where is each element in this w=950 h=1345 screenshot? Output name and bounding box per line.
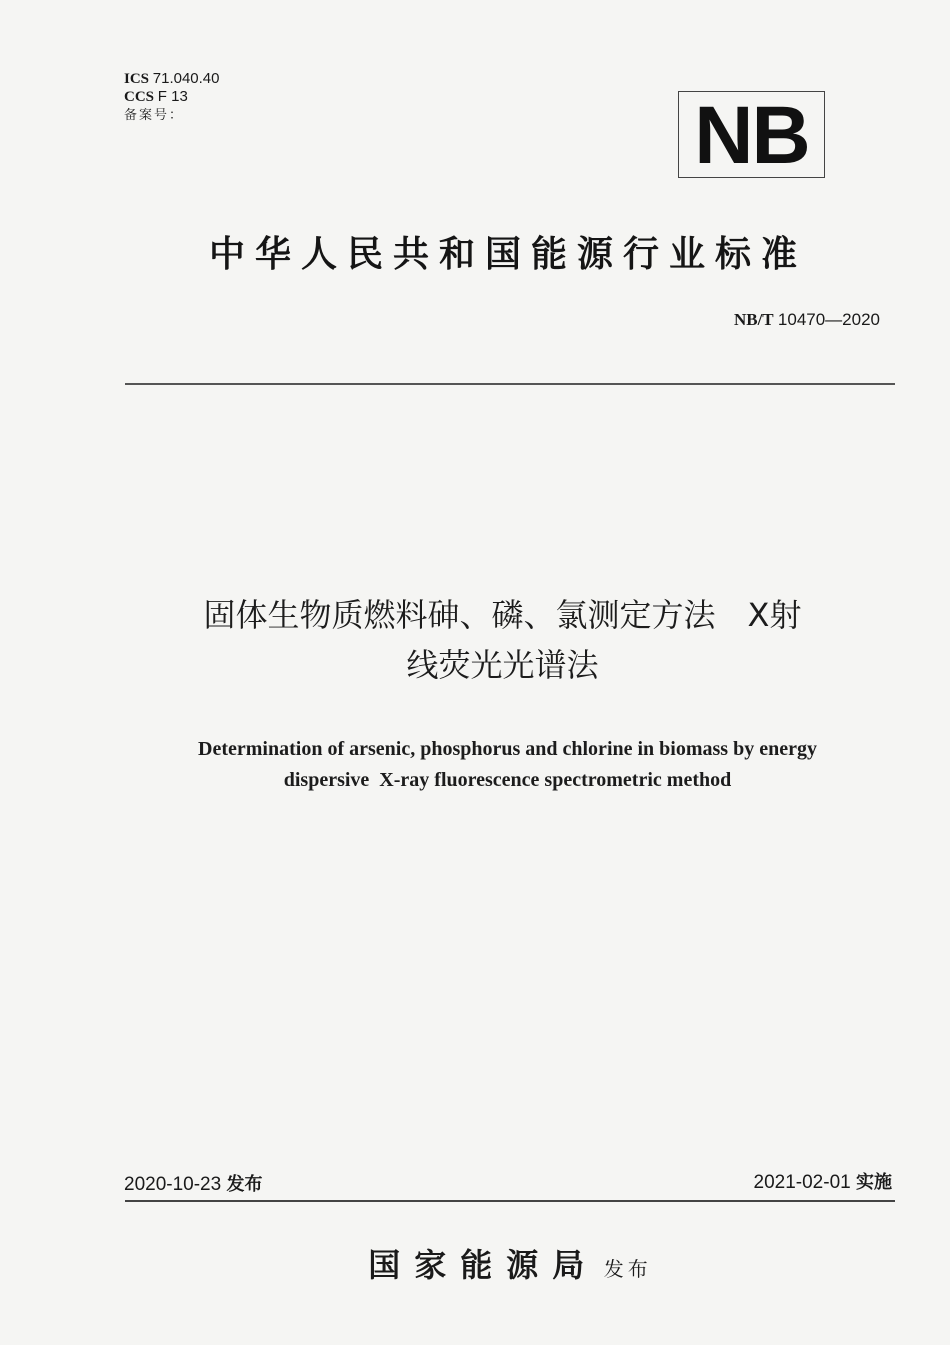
filing-number-label: 备案号： <box>124 107 185 122</box>
nb-logo <box>678 90 825 181</box>
issue-date <box>124 1170 262 1196</box>
publisher-name: 国家能源局 <box>368 1246 599 1284</box>
english-title <box>100 734 915 796</box>
publisher-label: 发布 <box>603 1257 652 1281</box>
standard-number <box>734 310 880 330</box>
footer-divider <box>125 1200 895 1202</box>
issue-date-label: 发布 <box>226 1174 263 1195</box>
ics-code: ICS 71.040.40 <box>124 70 220 87</box>
standard-number-prefix: NB/T <box>733 310 774 329</box>
metadata-block <box>124 70 220 124</box>
implement-date-label: 实施 <box>856 1172 892 1193</box>
implement-date <box>754 1168 892 1194</box>
nb-logo-text: NB <box>694 90 809 181</box>
implement-date-value: 2021-02-01 <box>753 1172 851 1193</box>
english-title-line2: dispersive X-ray fluorescence spectrometric method <box>283 769 732 791</box>
ccs-code: CCS F 13 <box>124 88 188 105</box>
header-divider <box>125 383 895 385</box>
english-title-line1: Determination of arsenic, phosphorus and chlorine in biomass by energy <box>198 738 817 760</box>
publisher <box>0 1240 950 1286</box>
chinese-title <box>100 590 905 690</box>
standard-number-value: 10470—2020 <box>777 310 880 329</box>
standard-category-title: 中华人民共和国能源行业标准 <box>208 234 807 275</box>
chinese-title-line2: 线荧光光谱法 <box>406 646 599 684</box>
chinese-title-line1: 固体生物质燃料砷、磷、氯测定方法 X射 <box>203 596 802 634</box>
issue-date-value: 2020-10-23 <box>124 1174 222 1195</box>
